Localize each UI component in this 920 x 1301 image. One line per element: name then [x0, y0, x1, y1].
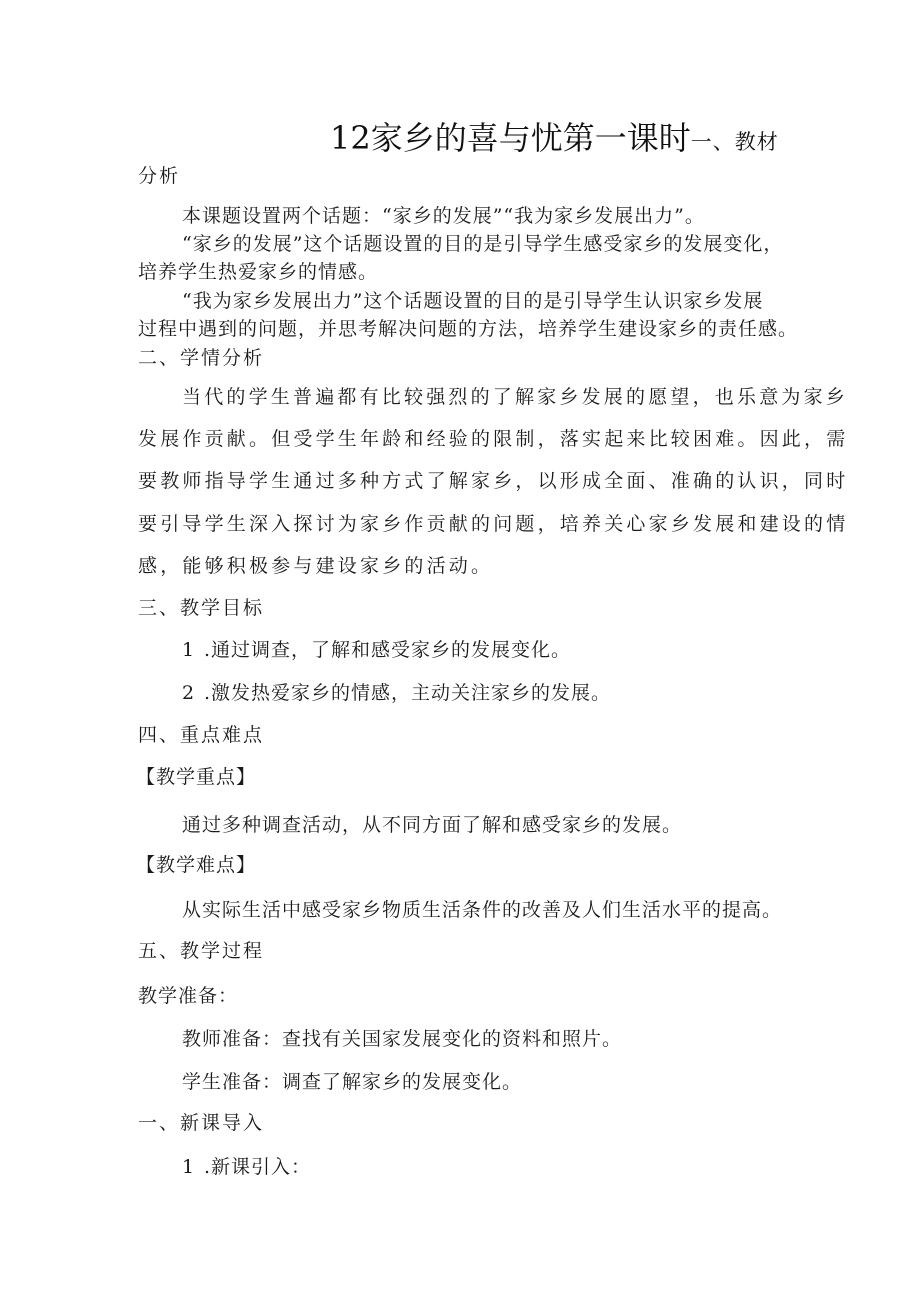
section2-line: 当代的学生普遍都有比较强烈的了解家乡发展的愿望，也乐意为家乡 — [182, 386, 849, 408]
intro-item — [182, 1155, 311, 1179]
objective-number: 1 — [182, 639, 196, 661]
section2-line: 要教师指导学生通过多种方式了解家乡，以形成全面、准确的认识，同时 — [138, 470, 849, 492]
section1-paragraph-1: 本课题设置两个话题：“家乡的发展”“我为家乡发展出力”。 — [182, 205, 705, 227]
difficulty-text: 从实际生活中感受家乡物质生活条件的改善及人们生活水平的提高。 — [182, 899, 783, 921]
section1-paragraph-3-line-2: 过程中遇到的问题，并思考解决问题的方法，培养学生建设家乡的责任感。 — [138, 318, 799, 340]
title-main-text: 12家乡的喜与忧第一课时 — [330, 119, 691, 157]
section1-paragraph-2-line-2: 培养学生热爱家乡的情感。 — [138, 261, 379, 283]
intro-item-text: .新课引入： — [204, 1156, 312, 1178]
difficulty-label: 【教学难点】 — [136, 854, 257, 876]
intro-item-number: 1 — [182, 1156, 196, 1178]
student-prep-text: 学生准备：调查了解家乡的发展变化。 — [182, 1071, 523, 1093]
objective-text: .激发热爱家乡的情感，主动关注家乡的发展。 — [204, 682, 612, 704]
section1-paragraph-3-line-1: “我为家乡发展出力”这个话题设置的目的是引导学生认识家乡发展 — [182, 290, 764, 312]
section2-line: 感，能够积极参与建设家乡的活动。 — [138, 555, 494, 577]
section1-paragraph-2-line-1: “家乡的发展”这个话题设置的目的是引导学生感受家乡的发展变化， — [182, 233, 784, 255]
document-title — [330, 120, 779, 160]
key-point-text: 通过多种调查活动，从不同方面了解和感受家乡的发展。 — [182, 814, 683, 836]
section2-line: 发展作贡献。但受学生年龄和经验的限制，落实起来比较困难。因此，需 — [138, 428, 849, 450]
teacher-prep-text: 教师准备：查找有关国家发展变化的资料和照片。 — [182, 1028, 623, 1050]
objective-text: .通过调查，了解和感受家乡的发展变化。 — [204, 639, 572, 661]
title-wrap-text: 分析 — [138, 165, 181, 187]
prep-label: 教学准备： — [138, 985, 239, 1007]
section2-heading: 二、学情分析 — [138, 347, 265, 369]
intro-heading: 一、新课导入 — [138, 1112, 265, 1134]
section5-heading: 五、教学过程 — [138, 940, 265, 962]
section2-line: 要引导学生深入探讨为家乡作贡献的问题，培养关心家乡发展和建设的情 — [138, 513, 849, 535]
objective-number: 2 — [182, 682, 196, 704]
objective-item — [182, 681, 611, 705]
section3-heading: 三、教学目标 — [138, 597, 265, 619]
objective-item — [182, 638, 571, 662]
key-point-label: 【教学重点】 — [136, 766, 257, 788]
title-tail-text: 一、教材 — [690, 130, 779, 154]
section4-heading: 四、重点难点 — [138, 724, 265, 746]
